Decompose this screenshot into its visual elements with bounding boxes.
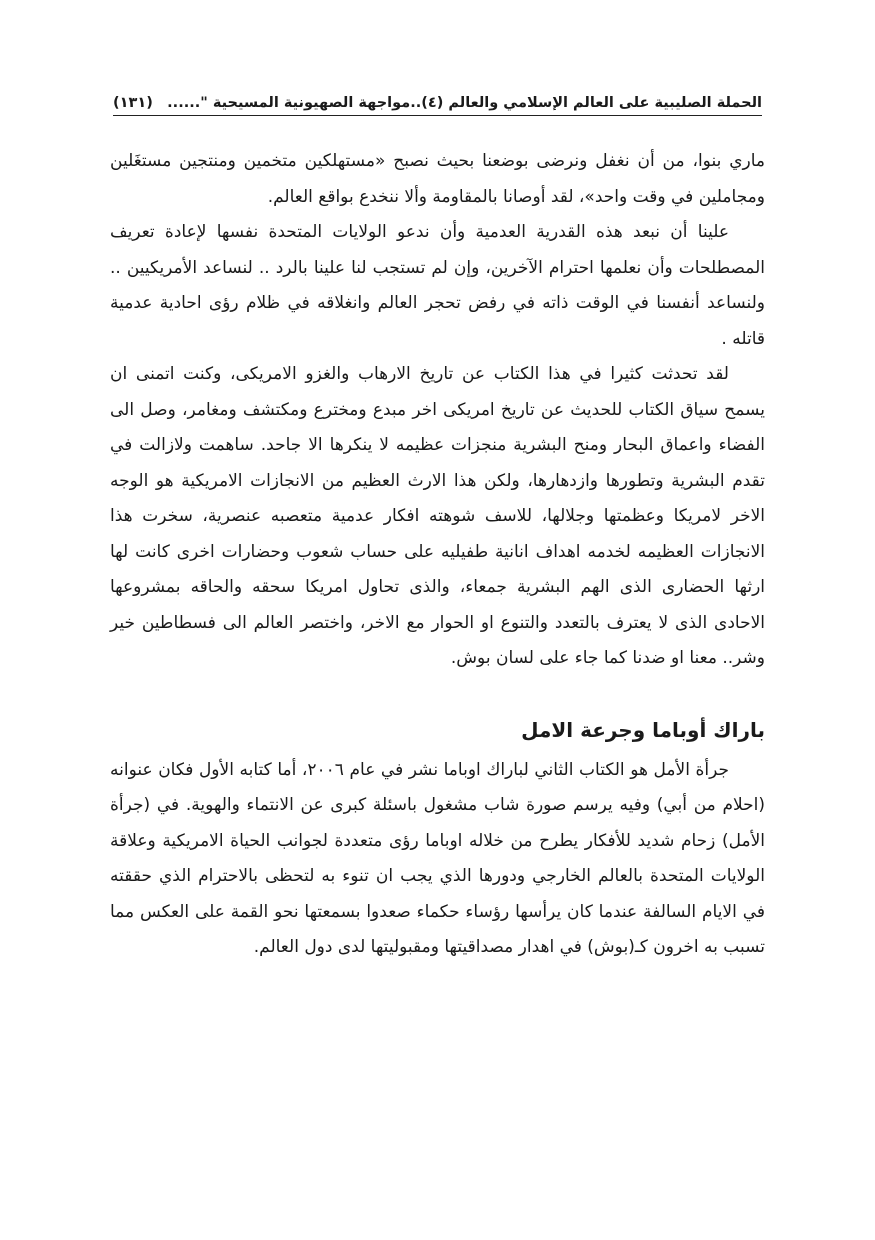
body-text: [110, 144, 765, 966]
paragraph: جرأة الأمل هو الكتاب الثاني لباراك اوباما نشر في عام ٢٠٠٦، أما كتابه الأول فكان عنوانه (احلام من أبي) وفيه يرسم صورة شاب مشغول باسئلة كبرى عن الانتماء والهوية. في (جرأة الأمل) زحام شديد للأفكار يطرح من خلاله اوباما رؤى متعددة لجوانب الحياة الامريكية وعلاقة الولايات المتحدة بالعالم الخارجي ودورها الذي يجب ان تنوء به لتحظى بالاحترام الذي حققته في الايام السالفة عندما كان يرأسها رؤساء حكماء صعدوا بسمعتها نحو القمة على العكس مما تسبب به اخرون كـ(بوش) في اهدار مصداقيتها ومقبوليتها لدى دول العالم.: [110, 759, 765, 957]
section-heading: باراك أوباما وجرعة الامل: [521, 717, 765, 742]
page-number: (١٣١): [113, 95, 153, 111]
paragraph-continuation: ماري بنوا، من أن نغفل ونرضى بوضعنا بحيث نصبح «مستهلكين متخمين ومنتجين مستغَلين ومجاملين في وقت واحد»، لقد أوصانا بالمقاومة وألا ننخدع بواقع العالم.: [110, 151, 765, 207]
running-header: [113, 88, 762, 116]
running-title: الحملة الصليبية على العالم الإسلامي والعالم (٤)..مواجهة الصهيونية المسيحية "......: [167, 95, 762, 111]
paragraph: علينا أن نبعد هذه القدرية العدمية وأن ندعو الولايات المتحدة نفسها لإعادة تعريف المصطلحات وأن نعلمها احترام الآخرين، وإن لم تستجب لنا علينا بالرد .. لنساعد الأمريكيين .. ولنساعد أنفسنا في الوقت ذاته في رفض تحجر العالم وانغلاقه في ظلام رؤى احادية عدمية قاتله .: [110, 222, 765, 349]
paragraph: لقد تحدثت كثيرا في هذا الكتاب عن تاريخ الارهاب والغزو الامريكى، وكنت اتمنى ان يسمح سياق الكتاب للحديث عن تاريخ امريكى اخر مبدع ومخترع ومكتشف ومغامر، وصل الى الفضاء واعماق البحار ومنح البشرية منجزات عظيمه لا ينكرها الا جاحد. ساهمت ولازالت في تقدم البشرية وتطورها وازدهارها، ولكن هذا الارث العظيم من الانجازات الامريكية هو الوجه الاخر لامريكا وعظمتها وجلالها، للاسف شوهته افكار عدمية متعصبه عنصرية، سخرت هذا الانجازات العظيمه لخدمه اهداف انانية طفيليه على حساب شعوب وحضارات اخرى كانت لها ارثها الحضارى الذى الهم البشرية جمعاء، والذى تحاول امريكا سحقه والحاقه بمشروعها الاحادى الذى لا يعترف بالتعدد والتنوع او الحوار مع الاخر، واختصر العالم الى فسطاطين خير وشر.. معنا او ضدنا كما جاء على لسان بوش.: [110, 364, 765, 668]
